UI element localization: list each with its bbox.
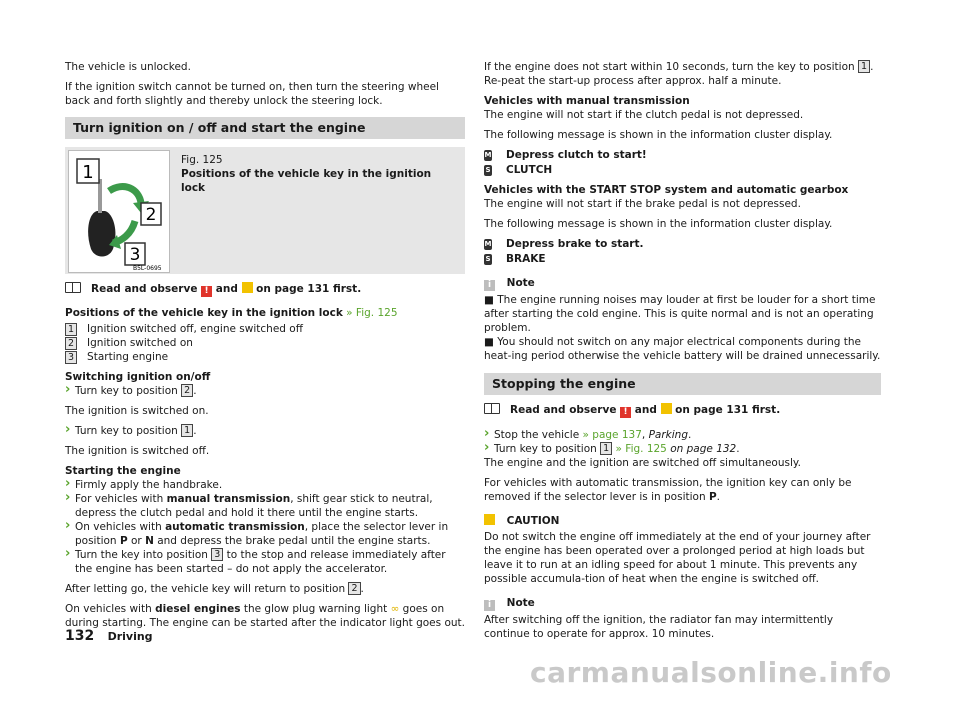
right-column [484, 60, 881, 647]
off-result: The ignition is switched off. [65, 445, 210, 457]
start-step: › On vehicles with automatic transmission, place the selector lever in position P or N and depress the brake pedal until the engine starts. [65, 520, 465, 548]
startstop-text: The engine will not start if the brake pedal is not depressed. [484, 198, 801, 210]
diesel-text: On vehicles with diesel engines the glow plug warning light ∞ goes on during starting. The engine can be started after the indicator light goes out. [65, 603, 465, 629]
stop-result: The engine and the ignition are switched off simultaneously. [484, 457, 801, 469]
stop-step: › Stop the vehicle » page 137, Parking. [484, 428, 881, 442]
intro-text: If the ignition switch cannot be turned on, then turn the steering wheel back and forth slightly and thereby unlock the steering lock. [65, 81, 439, 107]
position-key: 3 [65, 351, 77, 364]
caution-heading: CAUTION [484, 514, 881, 528]
on-result: The ignition is switched on. [65, 405, 209, 417]
section-name: Driving [107, 630, 153, 643]
positions-title: Positions of the vehicle key in the ignition lock » Fig. 125 [65, 307, 398, 319]
warning-icon: ! [620, 407, 631, 418]
stop-step: › Turn key to position 1 » Fig. 125 on page 132. [484, 442, 881, 456]
manual-title: Vehicles with manual transmission [484, 95, 690, 107]
position-text: Ignition switched on [87, 337, 193, 349]
book-icon [484, 403, 500, 414]
step-on: › Turn key to position 2 . [65, 384, 465, 398]
after-release: After letting go, the vehicle key will return to position 2 . [65, 583, 364, 595]
caution-text: Do not switch the engine off immediately at the end of your journey after the engine has been operated over a prolonged period at high loads but leave it to run at an idling speed for about 1 minute. This prevents any possible accumula-tion of heat when the engine is switched off. [484, 531, 871, 585]
position-key: 2 [65, 337, 77, 350]
figure-caption [173, 147, 465, 274]
watermark: carmanualsonline.info [530, 656, 892, 689]
page-number: 132 [65, 628, 95, 644]
display-message: M Depress brake to start. [484, 238, 644, 250]
start-step: › For vehicles with manual transmission, shift gear stick to neutral, depress the clutch pedal and hold it there until the engine starts. [65, 492, 465, 520]
figure-box [65, 147, 465, 274]
figure-label: Fig. 125 [181, 154, 223, 166]
switching-title: Switching ignition on/off [65, 371, 211, 383]
figure-num-1: 1 [82, 162, 94, 183]
auto-text: For vehicles with automatic transmission, the ignition key can only be removed if the selector lever is in position P. [484, 477, 852, 503]
display-type-icon: S [485, 254, 491, 263]
fig-reference-link[interactable]: » Fig. 125 [615, 443, 667, 455]
position-item [65, 336, 465, 350]
figure-num-3: 3 [129, 245, 141, 265]
note-item: ■ The engine running noises may louder at first be louder for a short time after starting the cold engine. This is quite normal and is not an operating problem. [484, 294, 876, 334]
caution-icon [242, 282, 253, 293]
display-type-icon: S [485, 165, 491, 174]
section-heading: Turn ignition on / off and start the engine [65, 117, 465, 139]
start-step: › Turn the key into position 3 to the stop and release immediately after the engine has been started – do not apply the accelerator. [65, 548, 465, 576]
position-item [65, 322, 465, 336]
read-first: Read and observe ! and on page 131 first. [484, 403, 881, 418]
display-message: S CLUTCH [485, 164, 553, 176]
start-step: › Firmly apply the handbrake. [65, 478, 465, 492]
figure-num-2: 2 [145, 205, 157, 225]
info-icon: i [484, 280, 495, 291]
startstop-title: Vehicles with the START STOP system and automatic gearbox [484, 184, 849, 196]
info-icon: i [484, 600, 495, 611]
glow-plug-icon: ∞ [390, 603, 400, 615]
fig-reference-link[interactable]: » Fig. 125 [346, 307, 398, 319]
retry-text: If the engine does not start within 10 seconds, turn the key to position 1 . Re-peat the start-up process after approx. half a minute. [484, 61, 874, 87]
figure-code: B5L-0695 [133, 265, 162, 272]
step-off: › Turn key to position 1 . [65, 424, 465, 438]
position-item [65, 350, 465, 364]
position-text: Ignition switched off, engine switched off [87, 323, 303, 335]
manual-text: The engine will not start if the clutch pedal is not depressed. [484, 109, 804, 121]
display-type-icon: M [484, 150, 492, 159]
page-reference-link[interactable]: » page 137 [582, 429, 642, 441]
caution-icon [484, 514, 495, 525]
section-heading: Stopping the engine [484, 373, 881, 395]
note-text: After switching off the ignition, the radiator fan may intermittently continue to operate for approx. 10 minutes. [484, 614, 834, 640]
page-footer [65, 629, 153, 644]
caution-icon [661, 403, 672, 414]
starting-title: Starting the engine [65, 465, 181, 477]
ignition-key-figure [68, 150, 170, 273]
display-message: S BRAKE [485, 253, 546, 265]
book-icon [65, 282, 81, 293]
message-intro: The following message is shown in the information cluster display. [484, 129, 833, 141]
figure-caption-text: Positions of the vehicle key in the ignition lock [181, 168, 432, 194]
ignition-key-illustration [69, 151, 169, 272]
note-item: ■ You should not switch on any major electrical components during the heat-ing period otherwise the vehicle battery will be drained unnecessarily. [484, 336, 881, 362]
position-key: 1 [65, 323, 77, 336]
position-text: Starting engine [87, 351, 169, 363]
note-heading: i Note [484, 596, 881, 611]
display-message: M Depress clutch to start! [484, 149, 647, 161]
left-column [65, 60, 465, 636]
warning-icon: ! [201, 286, 212, 297]
message-intro: The following message is shown in the information cluster display. [484, 218, 833, 230]
read-first: Read and observe ! and on page 131 first. [65, 282, 465, 297]
note-heading: i Note [484, 276, 881, 291]
intro-text: The vehicle is unlocked. [65, 61, 191, 73]
display-type-icon: M [484, 239, 492, 248]
